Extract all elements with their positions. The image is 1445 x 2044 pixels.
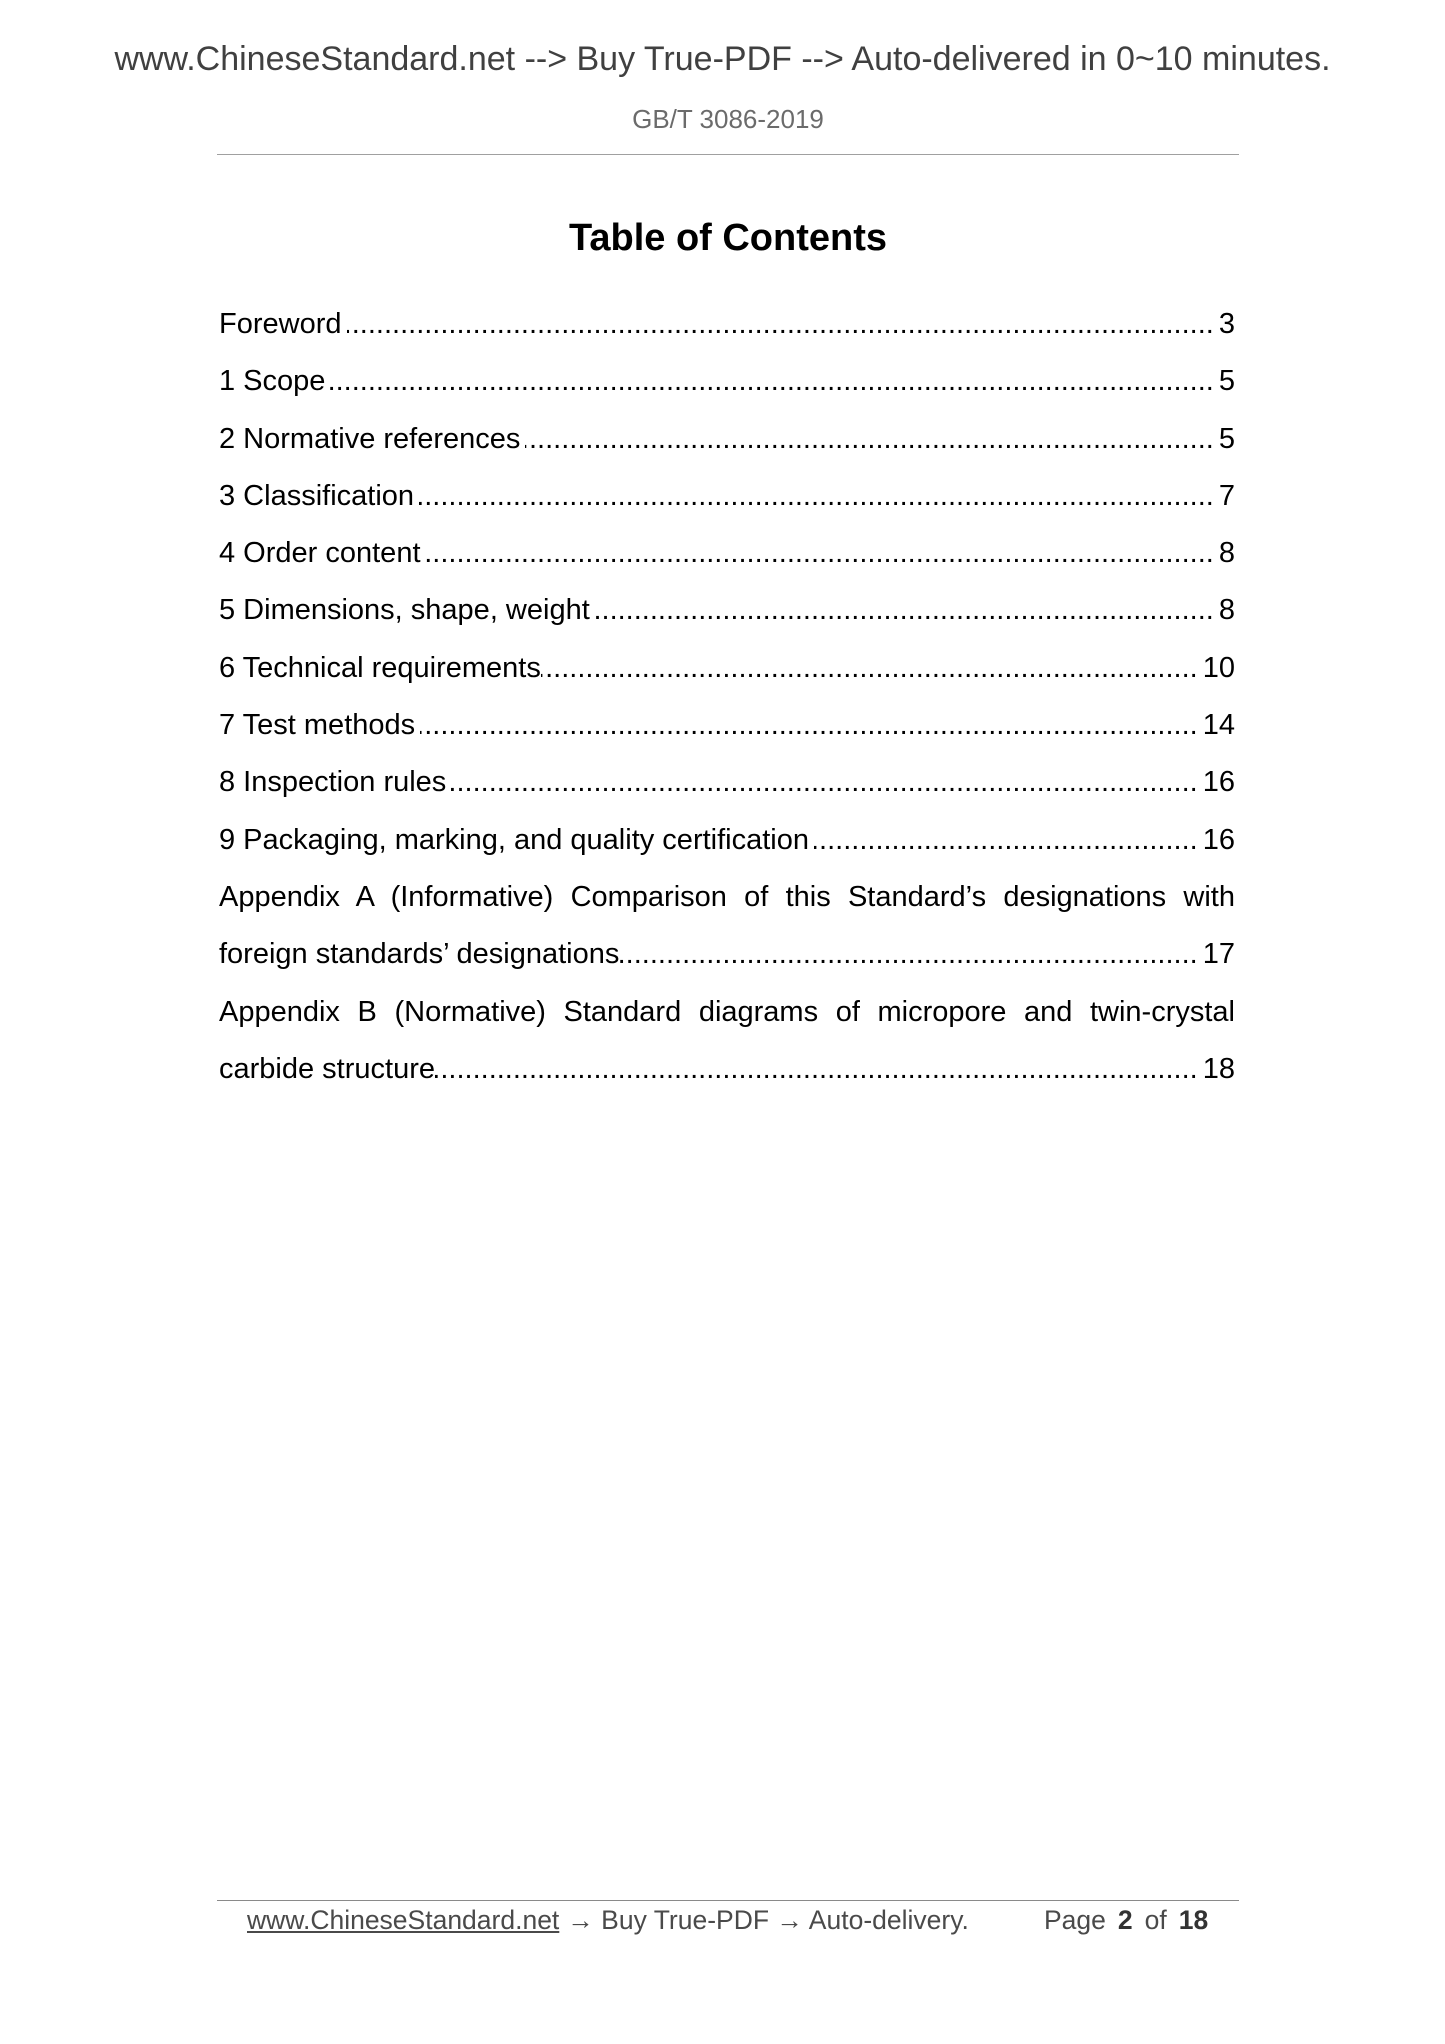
toc-entry-title: 3 Classification bbox=[219, 479, 415, 512]
toc-entry-title: 2 Normative references bbox=[219, 422, 521, 455]
dot-leader bbox=[419, 468, 1214, 525]
toc-entry-page: 7 bbox=[1218, 479, 1235, 512]
total-page-count: 18 bbox=[1178, 1905, 1209, 1935]
table-of-contents bbox=[219, 296, 1235, 1098]
footer-left bbox=[247, 1905, 969, 1936]
toc-entry-foreword[interactable] bbox=[219, 296, 1235, 353]
toc-entry-title-continuation: carbide structure bbox=[219, 1052, 435, 1085]
toc-entry-page: 8 bbox=[1218, 537, 1235, 570]
toc-entry-page: 5 bbox=[1218, 365, 1235, 398]
toc-entry-page: 10 bbox=[1202, 651, 1235, 684]
toc-entry-normative-references[interactable] bbox=[219, 411, 1235, 468]
toc-entry-title: 6 Technical requirements bbox=[219, 651, 541, 684]
toc-entry-scope[interactable] bbox=[219, 353, 1235, 410]
toc-entry-title: 5 Dimensions, shape, weight bbox=[219, 594, 590, 627]
dot-leader bbox=[420, 697, 1198, 754]
toc-entry-page: 18 bbox=[1202, 1052, 1235, 1085]
dot-leader bbox=[426, 525, 1214, 582]
toc-entry-packaging[interactable] bbox=[219, 812, 1235, 869]
toc-entry-appendix-b[interactable] bbox=[219, 984, 1235, 1099]
footer-divider bbox=[217, 1900, 1239, 1901]
toc-entry-title: Appendix B (Normative) Standard diagrams of micropore and twin-crystal bbox=[219, 995, 1235, 1028]
dot-leader bbox=[541, 640, 1198, 697]
toc-entry-order-content[interactable] bbox=[219, 525, 1235, 582]
standard-code: GB/T 3086-2019 bbox=[632, 104, 824, 134]
dot-leader bbox=[451, 754, 1197, 811]
toc-entry-title: 7 Test methods bbox=[219, 709, 416, 742]
toc-entry-dimensions[interactable] bbox=[219, 582, 1235, 639]
toc-entry-page: 17 bbox=[1202, 938, 1235, 971]
toc-entry-continuation-line bbox=[219, 1041, 1235, 1098]
dot-leader bbox=[435, 1041, 1198, 1098]
header-divider bbox=[217, 154, 1239, 155]
toc-entry-title: 4 Order content bbox=[219, 537, 421, 570]
toc-entry-page: 8 bbox=[1218, 594, 1235, 627]
toc-entry-appendix-a[interactable] bbox=[219, 869, 1235, 984]
of-label: of bbox=[1144, 1905, 1167, 1935]
toc-entry-title: 1 Scope bbox=[219, 365, 326, 398]
toc-entry-title: 8 Inspection rules bbox=[219, 766, 447, 799]
toc-entry-page: 3 bbox=[1218, 308, 1235, 340]
footer-site-link[interactable]: www.ChineseStandard.net bbox=[247, 1905, 560, 1935]
dot-leader bbox=[595, 582, 1214, 639]
page-indicator bbox=[1044, 1905, 1208, 1936]
toc-entry-title: Foreword bbox=[219, 308, 342, 340]
toc-entry-title: Appendix A (Informative) Comparison of this Standard’s designations with bbox=[219, 880, 1235, 913]
toc-entry-test-methods[interactable] bbox=[219, 697, 1235, 754]
dot-leader bbox=[814, 812, 1198, 869]
toc-entry-technical-requirements[interactable] bbox=[219, 640, 1235, 697]
toc-entry-classification[interactable] bbox=[219, 468, 1235, 525]
dot-leader bbox=[619, 926, 1197, 983]
current-page-number: 2 bbox=[1117, 1905, 1133, 1935]
page-title: Table of Contents bbox=[568, 217, 888, 259]
toc-entry-continuation-line bbox=[219, 926, 1235, 983]
footer-tagline: → Buy True-PDF → Auto-delivery. bbox=[567, 1905, 969, 1935]
header-banner: www.ChineseStandard.net --> Buy True-PDF --> Auto-delivered in 0~10 minutes. bbox=[114, 40, 1331, 78]
dot-leader bbox=[330, 353, 1213, 410]
toc-entry-inspection-rules[interactable] bbox=[219, 754, 1235, 811]
toc-entry-page: 5 bbox=[1218, 422, 1235, 455]
toc-entry-title-continuation: foreign standards’ designations bbox=[219, 938, 620, 971]
toc-entry-page: 16 bbox=[1202, 823, 1235, 856]
toc-entry-title: 9 Packaging, marking, and quality certification bbox=[219, 823, 809, 856]
page-label: Page bbox=[1044, 1905, 1106, 1935]
dot-leader bbox=[347, 296, 1214, 353]
dot-leader bbox=[525, 411, 1213, 468]
toc-entry-page: 14 bbox=[1202, 709, 1235, 742]
page-footer bbox=[0, 1905, 1445, 1936]
toc-entry-page: 16 bbox=[1202, 766, 1235, 799]
